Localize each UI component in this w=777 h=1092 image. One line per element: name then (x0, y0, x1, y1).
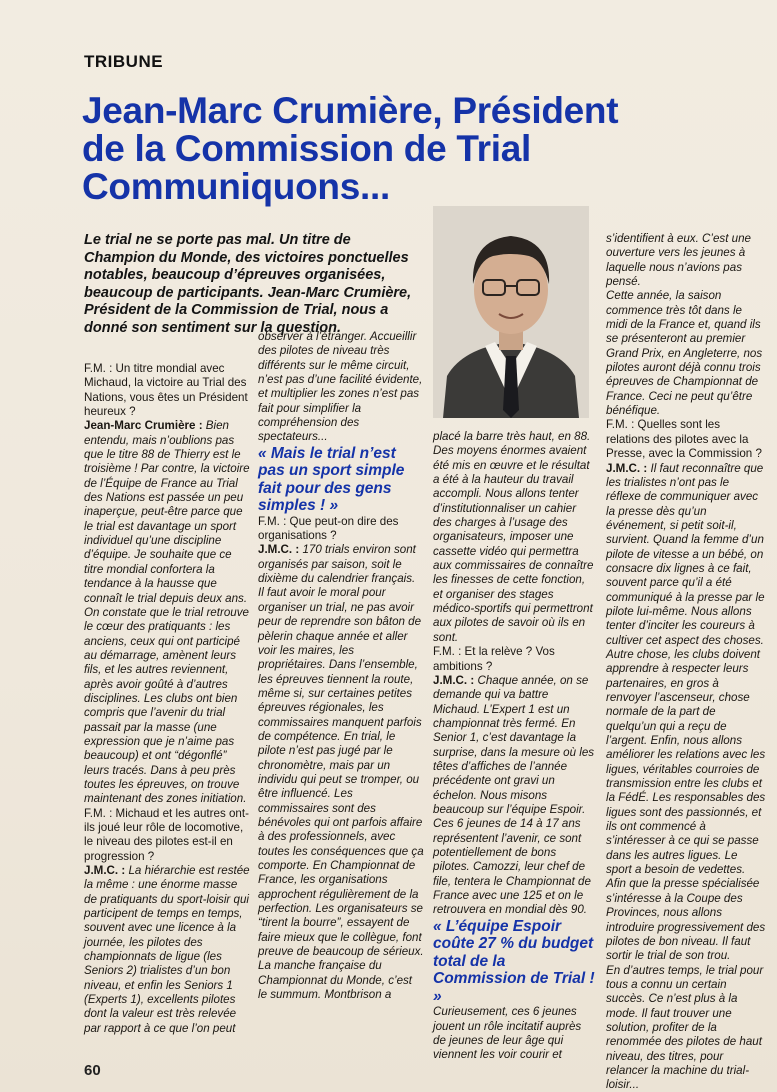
page-number: 60 (84, 1062, 101, 1079)
answer-5: Il faut reconnaître que les trialistes n’ont pas le réflexe de communiquer avec la presse dès qu’un événement, si petit soit-il, survient. Quand la femme d’un pilote de vitesse a un bébé, on consacre dix lignes à ce fait, souvent parce qu’il a été communiqué à la presse par le pilote lui-même. Nous allons tenter d’inciter les coureurs à cultiver cet aspect des choses. Autre chose, les clubs doivent apprendre à respecter leurs partenaires, en gros à renvoyer l’ascenseur, chose normale de la part de quelqu’un qui a reçu de l’argent. Enfin, nous allons améliorer les relations avec les ligues, véritables courroies de transmission entre les clubs et la FédÉ. Les responsables des ligues sont des passionnés, et ils ont commencé à s’intéresser à ce qui se passe dans les autres ligues. Le sport a besoin de vedettes. Afin que la presse spécialisée s’intéresse à la Coupe des Provinces, nous allons introduire progressivement des pilotes de bon niveau. Il faut sortir le trial de son trou. (606, 461, 766, 963)
speaker-2: J.M.C. : (84, 864, 126, 878)
answer-4: Chaque année, on se demande qui va battre Michaud. L’Expert 1 est un championnat très fermé. En Senior 1, c’est davantage la surprise, dans la mesure où les têtes d’affiches de l’année précédente ont gravi un échelon. Nous misons beaucoup sur l’équipe Espoir. Ces 6 jeunes de 14 à 17 ans représentent l’avenir, ce sont potentiellement de bons pilotes. Camozzi, leur chef de file, tentera le Championnat de France avec une 125 et on le retrouvera en mondial dès 90. (433, 673, 595, 917)
column-3 (433, 430, 595, 1063)
answer-2-continued: observer à l’étranger. Accueillir des pilotes de niveau très différents sur le même circuit, n’est pas d’une facilité évidente, et multiplier les zones n’est pas fait pour simplifier la compréhension des spectateurs... (258, 330, 423, 444)
section-label: TRIBUNE (84, 52, 164, 71)
answer-3: 170 trials environ sont organisés par saison, soit le dixième du calendrier français. Il faut avoir le moral pour organiser un trial, ne pas avoir peur de reprendre son bâton de pèlerin chaque année et aller voir les maires, les propriétaires. Dans l’ensemble, les épreuves tiennent la route, même si, sur certaines petites épreuves régionales, les commissaires manquent parfois de compétence. En trial, le pilote n’est pas jugé par le chronomètre, mais par un individu qui peut se tromper, ou être influencé. Les commissaires sont des bénévoles qui ont parfois affaire à des professionnels, avec toutes les conséquences que ça comporte. En Championnat de France, les organisations approchent régulièrement de la perfection. Les organisateurs se “tirent la bourre”, essayent de faire mieux que le collègue, font preuve de beaucoup de sérieux. La manche française du Championnat du Monde, c’est le summum. Montbrison a (258, 543, 424, 1002)
headline-line-3: Communiquons... (82, 166, 390, 207)
article-headline (82, 92, 742, 206)
answer-3-continued: placé la barre très haut, en 88. Des moyens énormes avaient été mis en œuvre et le résultat a été à la hauteur du travail accompli. Nous allons tenter d’institutionnaliser un cahier des charges à l’usage des organisateurs, imposer une cassette vidéo qui permettra aux commissaires de connaître les finesses de cette fonction, et organiser des stages médico-sportifs qui permettront aux pilotes de savoir où ils en sont. (433, 430, 594, 644)
question-5: F.M. : Quelles sont les relations des pilotes avec la Presse, avec la Commission ? (606, 418, 762, 461)
headline-line-1: Jean-Marc Crumière, Président (82, 90, 619, 131)
speaker-3: J.M.C. : (258, 543, 300, 557)
pull-quote-2: « L’équipe Espoir coûte 27 % du budget total de la Commission de Trial ! » (433, 917, 595, 1005)
question-1: F.M. : Un titre mondial avec Michaud, la victoire au Trial des Nations, vous êtes un Président heureux ? (84, 362, 248, 419)
answer-5-end: En d’autres temps, le trial pour tous a connu un certain succès. Ce n’est plus à la mode. Il faut trouver une solution, profiter de la renommée des pilotes de haut niveau, des titres, pour relancer la machine du trial-loisir... (606, 963, 764, 1092)
question-3: F.M. : Que peut-on dire des organisations ? (258, 514, 399, 543)
answer-4-continued: Curieusement, ces 6 jeunes jouent un rôle incitatif auprès de jeunes de leur âge qui viennent les voir courir et (433, 1005, 582, 1062)
answer-4-end: s’identifient à eux. C’est une ouverture vers les jeunes à laquelle nous n’avions pas pensé. (606, 232, 752, 289)
speaker-4: J.M.C. : (433, 673, 475, 687)
speaker-5: J.M.C. : (606, 461, 648, 475)
portrait-photo (433, 206, 589, 418)
question-2: F.M. : Michaud et les autres ont-ils joué leur rôle de locomotive, le niveau des pilotes est-il en progression ? (84, 806, 249, 863)
headline-line-2: de la Commission de Trial (82, 128, 531, 169)
answer-4-end-2: Cette année, la saison commence très tôt dans le midi de la France et, quand ils se présenteront au premier Grand Prix, en Angleterre, nos pilotes auront déjà connu trois épreuves de Championnat de France. Ceci ne peut qu’être bénéfique. (606, 289, 763, 418)
column-2 (258, 330, 424, 1002)
column-1 (84, 362, 250, 1036)
speaker-1: Jean-Marc Crumière : (84, 419, 203, 433)
pull-quote-1: « Mais le trial n’est pas un sport simple fait pour des gens simples ! » (258, 444, 405, 515)
portrait-image (433, 206, 589, 418)
question-4: F.M. : Et la relève ? Vos ambitions ? (433, 645, 555, 673)
answer-1: Bien entendu, mais n’oublions pas que le titre 88 de Thierry est le troisième ! Par contre, la victoire de l’Équipe de France au Trial des Nations est passée un peu inaperçue, peut-être parce que le trial est davantage un sport individuel qu’une discipline d’équipe. Je souhaite que ce titre mondial confortera la tendance à la hausse que connaît le trial depuis deux ans. On constate que le trial retrouve le cœur des pratiquants : les anciens, ceux qui ont participé au démarrage, amènent leurs fils, et les autres reviennent, après avoir goûté à d’autres disciplines. Les clubs ont bien compris que l’avenir du trial passait par la masse (une expression que je n’aime pas beaucoup) et ont “dégonflé” leurs tracés. Dans à peu près toutes les épreuves, on trouve maintenant des zones initiation. (84, 419, 250, 806)
column-4 (606, 232, 766, 1092)
article-intro: Le trial ne se porte pas mal. Un titre de Champion du Monde, des victoires ponctuelles notables, beaucoup d’épreuves organisées, beaucoup de participants. Jean-Marc Crumière, Président de la Commission de Trial, nous a donné son sentiment sur la question. (84, 232, 412, 336)
answer-2: La hiérarchie est restée la même : une énorme masse de pratiquants du sport-loisir qui participent de temps en temps, souvent avec une licence à la journée, les pilotes des championnats de ligue (les Seniors 2) trialistes d’un bon niveau, et enfin les Seniors 1 (Experts 1), excellents pilotes dont la valeur est très relevée par rapport à ce que l’on peut (84, 864, 250, 1035)
